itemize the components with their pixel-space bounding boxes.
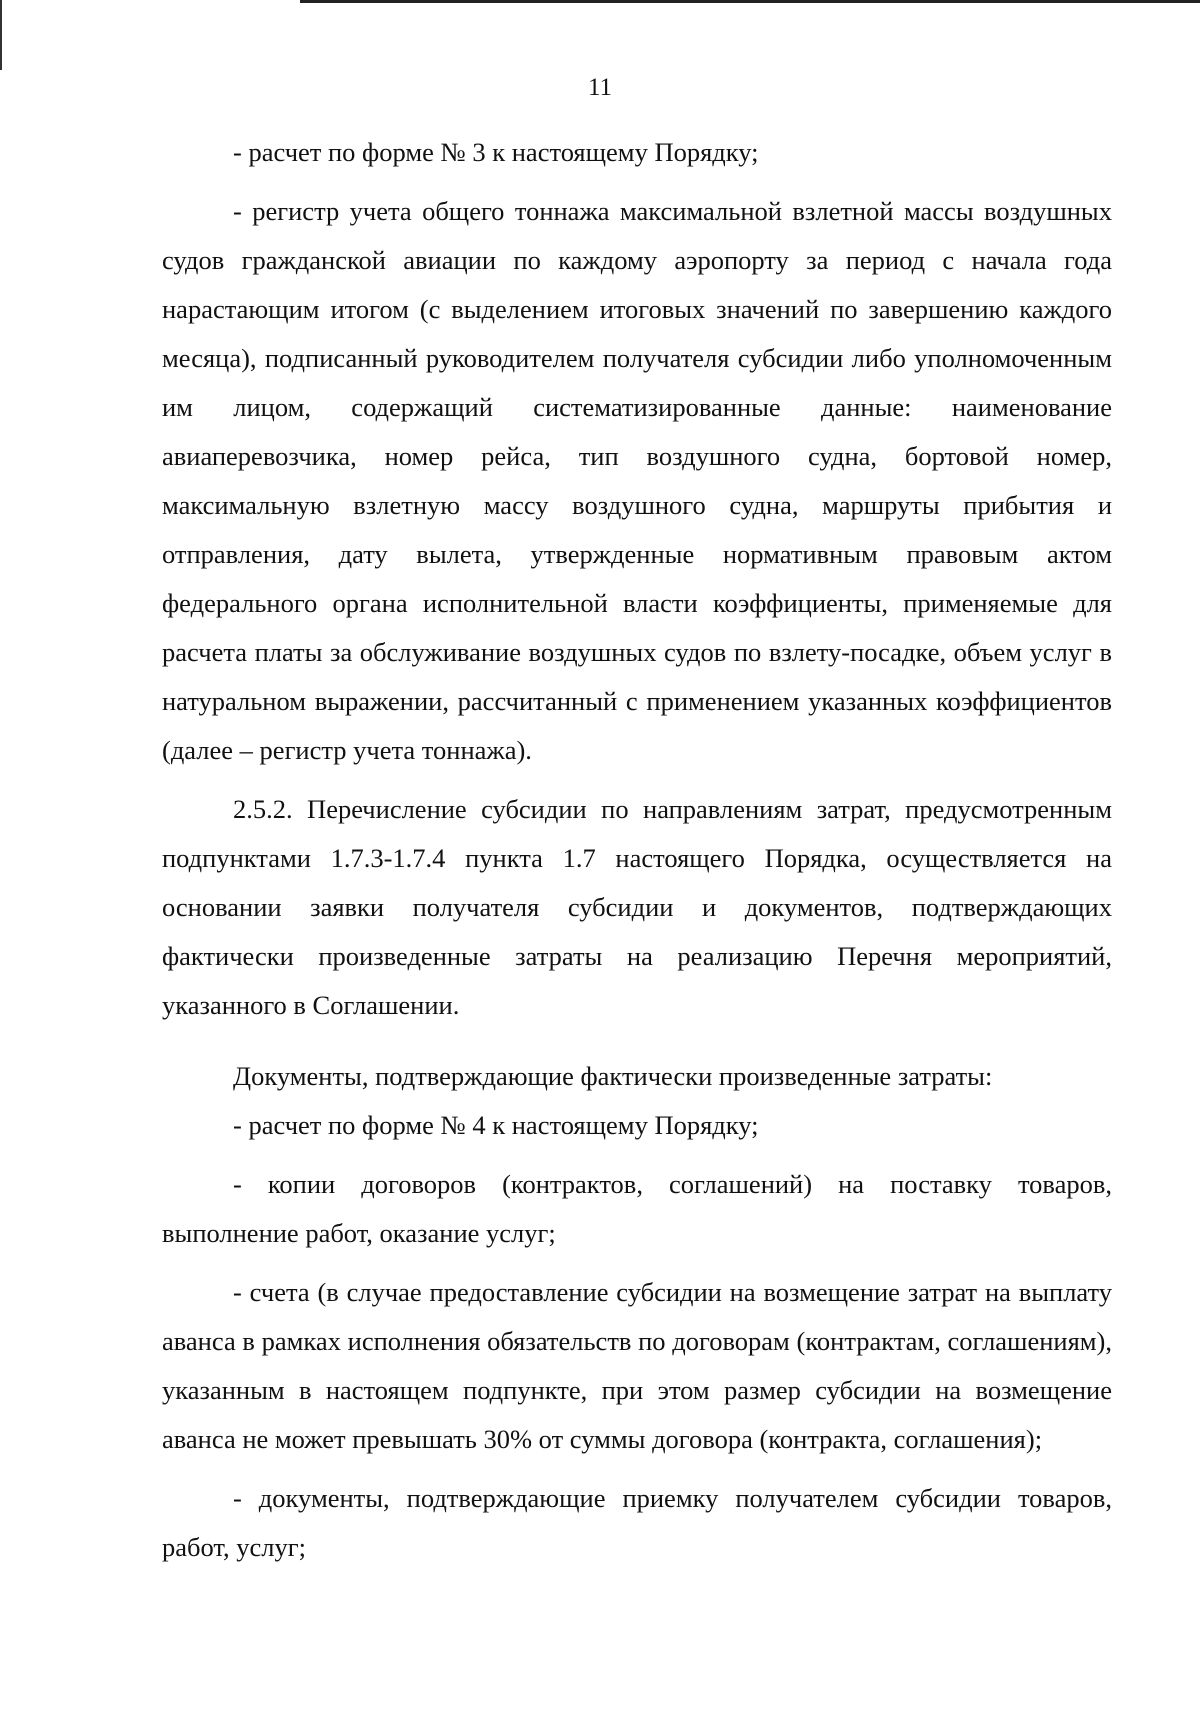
- paragraph-2-5-2: 2.5.2. Перечисление субсидии по направлениям затрат, предусмотренным подпунктами 1.7.3-1.7.4 пункта 1.7 настоящего Порядка, осуществляется на основании заявки получателя субсидии и документов, подтверждающих фактически произведенные затраты на реализацию Перечня мероприятий, указанного в Соглашении.: [162, 794, 1112, 1020]
- scan-edge-left: [0, 0, 2, 70]
- page-number: 11: [587, 74, 613, 101]
- paragraph-invoices: - счета (в случае предоставление субсидии на возмещение затрат на выплату аванса в рамках исполнения обязательств по договорам (контрактам, соглашениям), указанным в настоящем подпункте, при этом размер субсидии на возмещение аванса не может превышать 30% от суммы договора (контракта, соглашения);: [162, 1277, 1112, 1454]
- paragraph-documents-heading: Документы, подтверждающие фактически произведенные затраты:: [233, 1061, 993, 1091]
- paragraph-acceptance-documents: - документы, подтверждающие приемку получателем субсидии товаров, работ, услуг;: [162, 1483, 1112, 1562]
- document-body: [162, 128, 1112, 1572]
- scan-edge-top: [300, 0, 1200, 3]
- paragraph-tonnage-register: - регистр учета общего тоннажа максимальной взлетной массы воздушных судов гражданской авиации по каждому аэропорту за период с начала года нарастающим итогом (с выделением итоговых значений по завершению каждого месяца), подписанный руководителем получателя субсидии либо уполномоченным им лицом, содержащий систематизированные данные: наименование авиаперевозчика, номер рейса, тип воздушного судна, бортовой номер, максимальную взлетную массу воздушного судна, маршруты прибытия и отправления, дату вылета, утвержденные нормативным правовым актом федерального органа исполнительной власти коэффициенты, применяемые для расчета платы за обслуживание воздушных судов по взлету-посадке, объем услуг в натуральном выражении, рассчитанный с применением указанных коэффициентов (далее – регистр учета тоннажа).: [162, 196, 1112, 765]
- paragraph-form-3: - расчет по форме № 3 к настоящему Порядку;: [233, 137, 759, 167]
- paragraph-form-4: - расчет по форме № 4 к настоящему Порядку;: [233, 1110, 759, 1140]
- paragraph-contract-copies: - копии договоров (контрактов, соглашений) на поставку товаров, выполнение работ, оказание услуг;: [162, 1169, 1112, 1248]
